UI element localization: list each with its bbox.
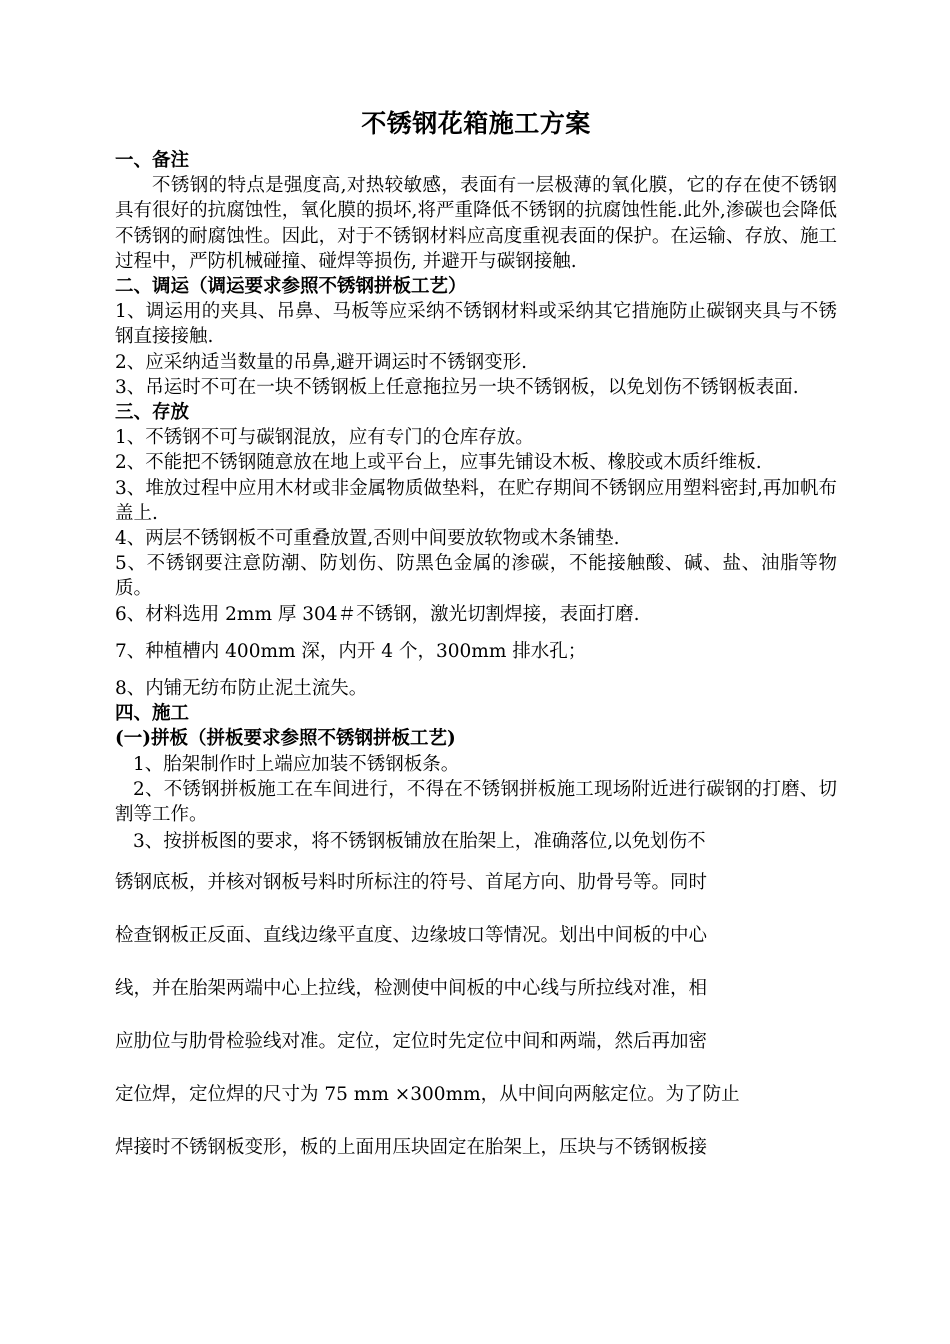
text-line: 锈钢底板，并核对钢板号料时所标注的符号、首尾方向、肋骨号等。同时 [115, 872, 708, 894]
subsection-heading: (一)拼板（拼板要求参照不锈钢拼板工艺) [115, 728, 456, 750]
section-heading-2: 二、调运（调运要求参照不锈钢拼板工艺） [115, 276, 467, 298]
list-item: 3、吊运时不可在一块不锈钢板上任意拖拉另一块不锈钢板，以免划伤不锈钢板表面. [115, 376, 799, 398]
list-item: 1、胎架制作时上端应加装不锈钢板条。 [133, 753, 460, 775]
list-item: 8、内铺无纺布防止泥土流失。 [115, 678, 368, 700]
document-title: 不锈钢花箱施工方案 [361, 109, 591, 138]
section-heading-3: 三、存放 [115, 402, 190, 424]
list-item: 4、两层不锈钢板不可重叠放置,否则中间要放软物或木条铺垫. [115, 528, 620, 550]
section-paragraph-1: 不锈钢的特点是强度高,对热较敏感，表面有一层极薄的氧化膜，它的存在使不锈钢具有很好的抗腐蚀性，氧化膜的损坏,将严重降低不锈钢的抗腐蚀性能.此外,渗碳也会降低不锈钢的耐腐蚀性。因此，对于不锈钢材料应高度重视表面的保护。在运输、存放、施工过程中，严防机械碰撞、碰焊等损伤, 并避开与碳钢接触. [115, 175, 837, 272]
list-item: 7、种植槽内 400mm 深，内开 4 个，300mm 排水孔； [115, 640, 587, 662]
list-item: 2、不锈钢拼板施工在车间进行，不得在不锈钢拼板施工现场附近进行碳钢的打磨、切割等工作。 [115, 778, 837, 826]
list-item: 2、应采纳适当数量的吊鼻,避开调运时不锈钢变形. [115, 351, 528, 373]
list-item: 1、不锈钢不可与碳钢混放，应有专门的仓库存放。 [115, 427, 534, 449]
section-heading-1: 一、备注 [115, 150, 190, 171]
text-line: 线，并在胎架两端中心上拉线，检测使中间板的中心线与所拉线对准，相 [115, 978, 708, 1000]
list-item: 3、按拼板图的要求，将不锈钢板铺放在胎架上，准确落位,以免划伤不 [133, 831, 706, 853]
document-body [115, 148, 837, 1174]
list-item: 3、堆放过程中应用木材或非金属物质做垫料，在贮存期间不锈钢应用塑料密封,再加帆布盖上. [115, 477, 837, 524]
text-line: 定位焊，定位焊的尺寸为 75 mm ×300mm，从中间向两舷定位。为了防止 [115, 1084, 740, 1106]
list-item: 2、不能把不锈钢随意放在地上或平台上，应事先铺设木板、橡胶或木质纤维板. [115, 452, 762, 474]
section-heading-4: 四、施工 [115, 703, 190, 725]
text-line: 焊接时不锈钢板变形，板的上面用压块固定在胎架上，压块与不锈钢板接 [115, 1137, 708, 1159]
text-line: 检查钢板正反面、直线边缘平直度、边缘坡口等情况。划出中间板的中心 [115, 925, 708, 947]
wide-spaced-paragraph [115, 856, 837, 1174]
list-item: 5、不锈钢要注意防潮、防划伤、防黑色金属的渗碳，不能接触酸、碱、盐、油脂等物质。 [115, 553, 837, 600]
text-line: 应肋位与肋骨检验线对准。定位，定位时先定位中间和两端，然后再加密 [115, 1031, 708, 1053]
list-item: 6、材料选用 2mm 厚 304＃不锈钢，激光切割焊接，表面打磨. [115, 603, 640, 625]
list-item: 1、调运用的夹具、吊鼻、马板等应采纳不锈钢材料或采纳其它措施防止碳钢夹具与不锈钢直接接触. [115, 301, 837, 348]
